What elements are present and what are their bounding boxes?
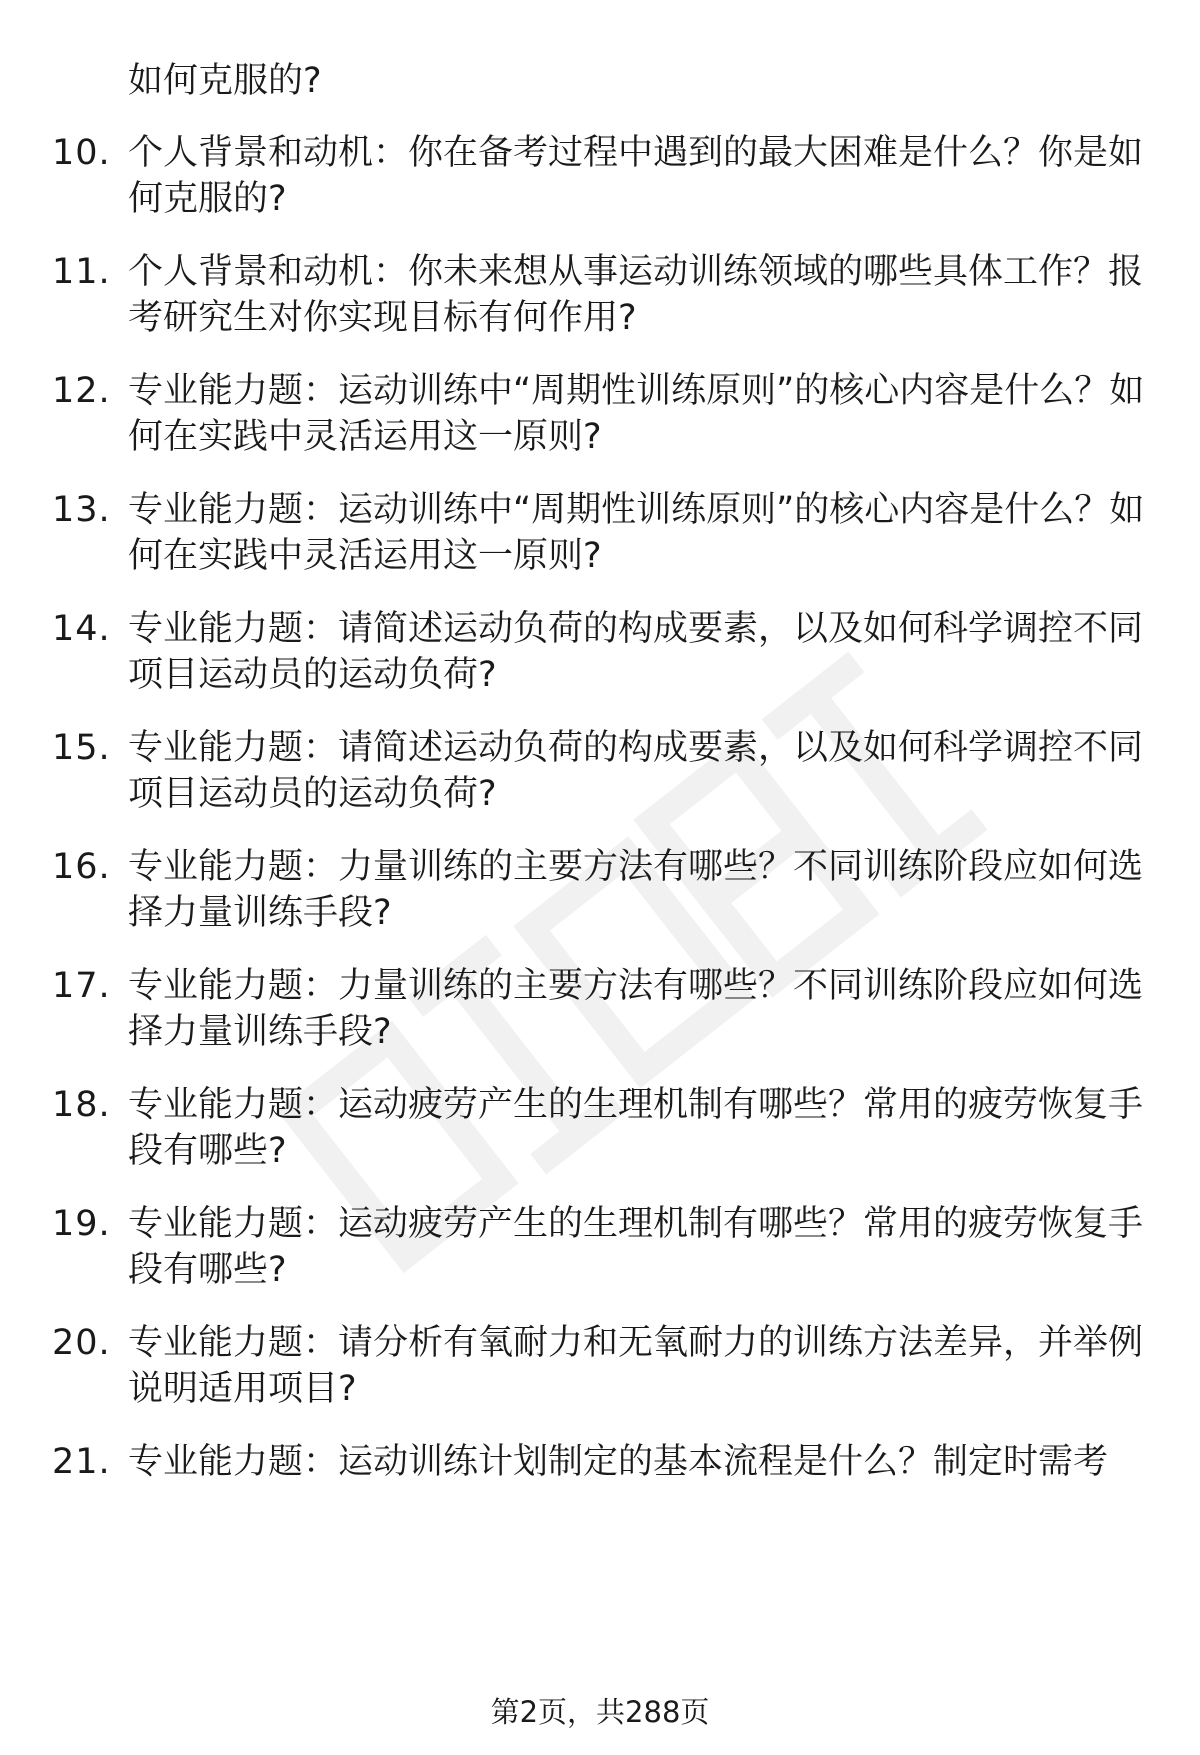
item-number: 21. [52, 1442, 111, 1482]
item-number: 14. [52, 609, 111, 649]
item-text: 专业能力题：运动训练中“周期性训练原则”的核心内容是什么？如何在实践中灵活运用这一原则? [128, 490, 1145, 576]
item-number: 19. [52, 1204, 111, 1244]
item-text: 专业能力题：运动训练中“周期性训练原则”的核心内容是什么？如何在实践中灵活运用这一原则? [128, 371, 1145, 457]
item-number: 16. [52, 847, 111, 887]
item-number: 20. [52, 1323, 111, 1363]
item-text: 专业能力题：请简述运动负荷的构成要素，以及如何科学调控不同项目运动员的运动负荷? [128, 728, 1144, 814]
item-number: 15. [52, 728, 111, 768]
page-footer: 第2页，共288页 [490, 1695, 710, 1729]
item-number: 11. [52, 252, 111, 292]
item-text: 专业能力题：运动疲劳产生的生理机制有哪些？常用的疲劳恢复手段有哪些? [128, 1204, 1144, 1290]
watermark [200, 600, 1100, 1300]
item-number: 13. [52, 490, 111, 530]
item-number: 10. [52, 133, 111, 173]
item-text: 专业能力题：请简述运动负荷的构成要素，以及如何科学调控不同项目运动员的运动负荷? [128, 609, 1144, 695]
item-number: 12. [52, 371, 111, 411]
item-text: 专业能力题：力量训练的主要方法有哪些？不同训练阶段应如何选择力量训练手段? [128, 847, 1144, 933]
item-text: 专业能力题：运动训练计划制定的基本流程是什么？制定时需考 [128, 1442, 1109, 1482]
item-number: 17. [52, 966, 111, 1006]
item-text: 专业能力题：运动疲劳产生的生理机制有哪些？常用的疲劳恢复手段有哪些? [128, 1085, 1144, 1171]
item-text: 专业能力题：力量训练的主要方法有哪些？不同训练阶段应如何选择力量训练手段? [128, 966, 1144, 1052]
item-number: 18. [52, 1085, 111, 1125]
item-text: 专业能力题：请分析有氧耐力和无氧耐力的训练方法差异，并举例说明适用项目? [128, 1323, 1144, 1409]
item-text: 个人背景和动机：你未来想从事运动训练领域的哪些具体工作？报考研究生对你实现目标有何作用? [128, 252, 1144, 338]
continuation-text: 如何克服的? [128, 61, 322, 101]
item-text: 个人背景和动机：你在备考过程中遇到的最大困难是什么？你是如何克服的? [128, 133, 1144, 219]
